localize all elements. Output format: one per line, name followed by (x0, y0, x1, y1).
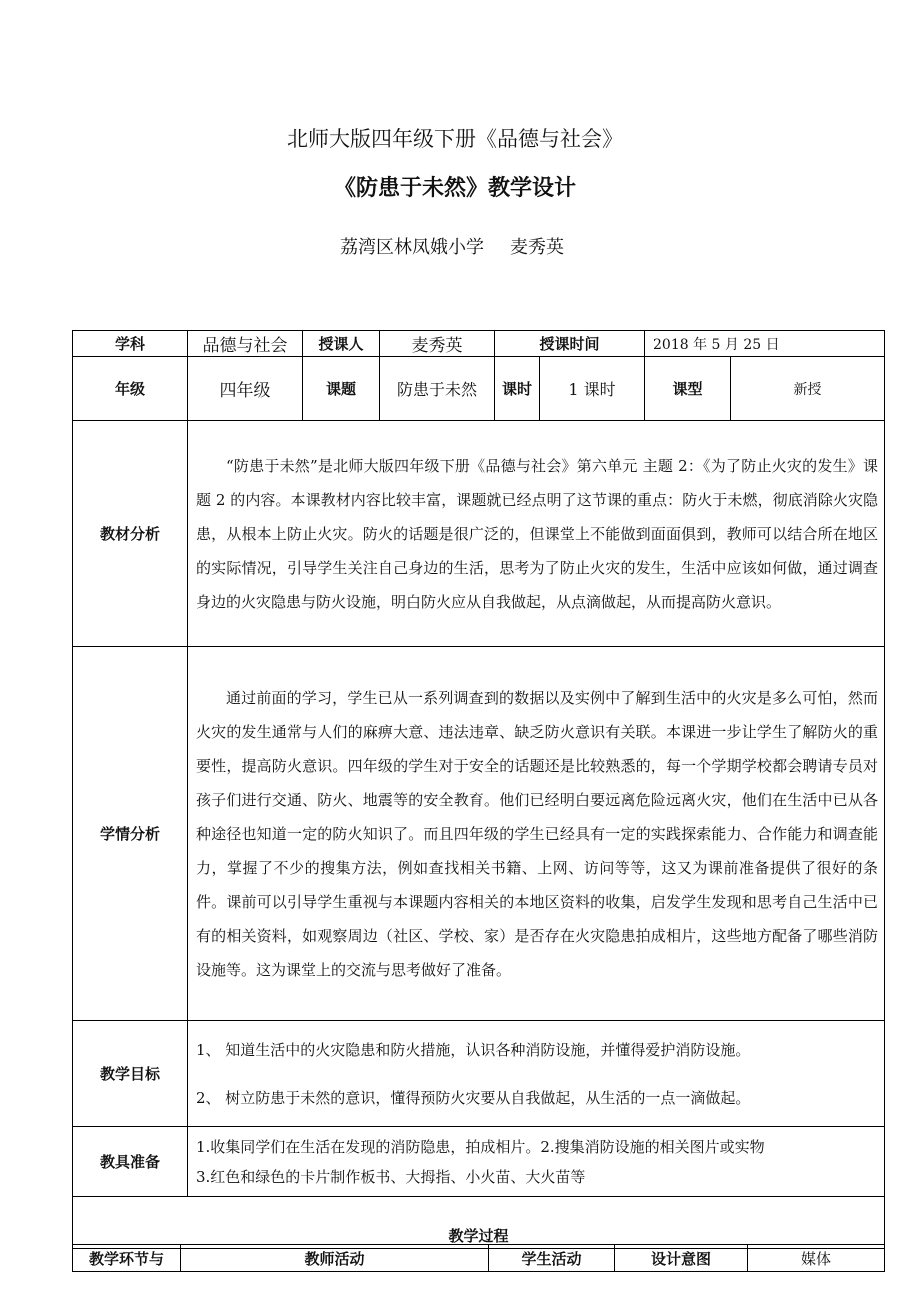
materials-line: 1.收集同学们在生活在发现的消防隐患，拍成相片。2.搜集消防设施的相关图片或实物 (196, 1137, 765, 1156)
process-col-stage: 教学环节与 (73, 1245, 181, 1272)
process-header-table (72, 1244, 885, 1272)
process-col-teacher: 教师活动 (181, 1245, 489, 1272)
objectives-label: 教学目标 (73, 1021, 188, 1127)
teacher-label: 授课人 (303, 331, 380, 357)
objective-item: 1、 知道生活中的火灾隐患和防火措施，认识各种消防设施，并懂得爱护消防设施。 (196, 1040, 751, 1059)
type-value: 新授 (731, 357, 885, 421)
teacher-value: 麦秀英 (380, 331, 495, 357)
process-col-intent: 设计意图 (615, 1245, 748, 1272)
type-label: 课型 (645, 357, 731, 421)
author-line (340, 233, 590, 259)
objective-item: 2、 树立防患于未然的意识，懂得预防火灾要从自我做起，从生活的一点一滴做起。 (196, 1088, 751, 1107)
materials-list (188, 1127, 885, 1197)
process-title-row (73, 1197, 885, 1249)
subject-value: 品德与社会 (188, 331, 303, 357)
student-analysis-label: 学情分析 (73, 647, 188, 1021)
process-col-student: 学生活动 (489, 1245, 615, 1272)
info-row-2 (73, 357, 885, 421)
grade-value: 四年级 (188, 357, 303, 421)
materials-row (73, 1127, 885, 1197)
author-name: 麦秀英 (510, 237, 564, 258)
textbook-analysis-text: “防患于未然”是北师大版四年级下册《品德与社会》第六单元 主题 2：《为了防止火灾的发生》课题 2 的内容。本课教材内容比较丰富，课题就已经点明了这节课的重点：防火于未燃，彻底消除火灾隐患，从根本上防止火灾。防火的话题是很广泛的，但课堂上不能做到面面俱到，教师可以结合所在地区的实际情况，引导学生关注自己身边的生活，思考为了防止火灾的发生，生活中应该如何做，通过调查身边的火灾隐患与防火设施，明白防火应从自我做起，从点滴做起，从而提高防火意识。 (188, 421, 885, 647)
subject-label: 学科 (73, 331, 188, 357)
topic-label: 课题 (303, 357, 380, 421)
objectives-row (73, 1021, 885, 1127)
time-label: 授课时间 (495, 331, 645, 357)
textbook-analysis-row (73, 421, 885, 647)
process-title: 教学过程 (73, 1197, 885, 1249)
materials-line: 3.红色和绿色的卡片制作板书、大拇指、小火苗、大火苗等 (196, 1167, 586, 1186)
school-name: 荔湾区林凤娥小学 (340, 237, 484, 258)
hours-label: 课时 (495, 357, 540, 421)
materials-label: 教具准备 (73, 1127, 188, 1197)
hours-value: 1 课时 (540, 357, 645, 421)
topic-value: 防患于未然 (380, 357, 495, 421)
time-value: 2018 年 5 月 25 日 (645, 331, 885, 357)
process-header-row (73, 1245, 885, 1272)
objectives-list (188, 1021, 885, 1127)
student-analysis-text: 通过前面的学习，学生已从一系列调查到的数据以及实例中了解到生活中的火灾是多么可怕，然而火灾的发生通常与人们的麻痹大意、违法违章、缺乏防火意识有关联。本课进一步让学生了解防火的重要性，提高防火意识。四年级的学生对于安全的话题还是比较熟悉的，每一个学期学校都会聘请专员对孩子们进行交通、防火、地震等的安全教育。他们已经明白要远离危险远离火灾，他们在生活中已从各种途径也知道一定的防火知识了。而且四年级的学生已经具有一定的实践探索能力、合作能力和调查能力，掌握了不少的搜集方法，例如查找相关书籍、上网、访问等等，这又为课前准备提供了很好的条件。课前可以引导学生重视与本课题内容相关的本地区资料的收集，启发学生发现和思考自己生活中已有的相关资料，如观察周边（社区、学校、家）是否存在火灾隐患拍成相片，这些地方配备了哪些消防设施等。这为课堂上的交流与思考做好了准备。 (188, 647, 885, 1021)
document-subtitle: 《防患于未然》教学设计 (333, 175, 576, 201)
student-analysis-row (73, 647, 885, 1021)
document-title: 北师大版四年级下册《品德与社会》 (287, 127, 623, 151)
lesson-plan-table (72, 330, 885, 1249)
textbook-analysis-label: 教材分析 (73, 421, 188, 647)
info-row-1 (73, 331, 885, 357)
process-col-media: 媒体 (748, 1245, 885, 1272)
grade-label: 年级 (73, 357, 188, 421)
